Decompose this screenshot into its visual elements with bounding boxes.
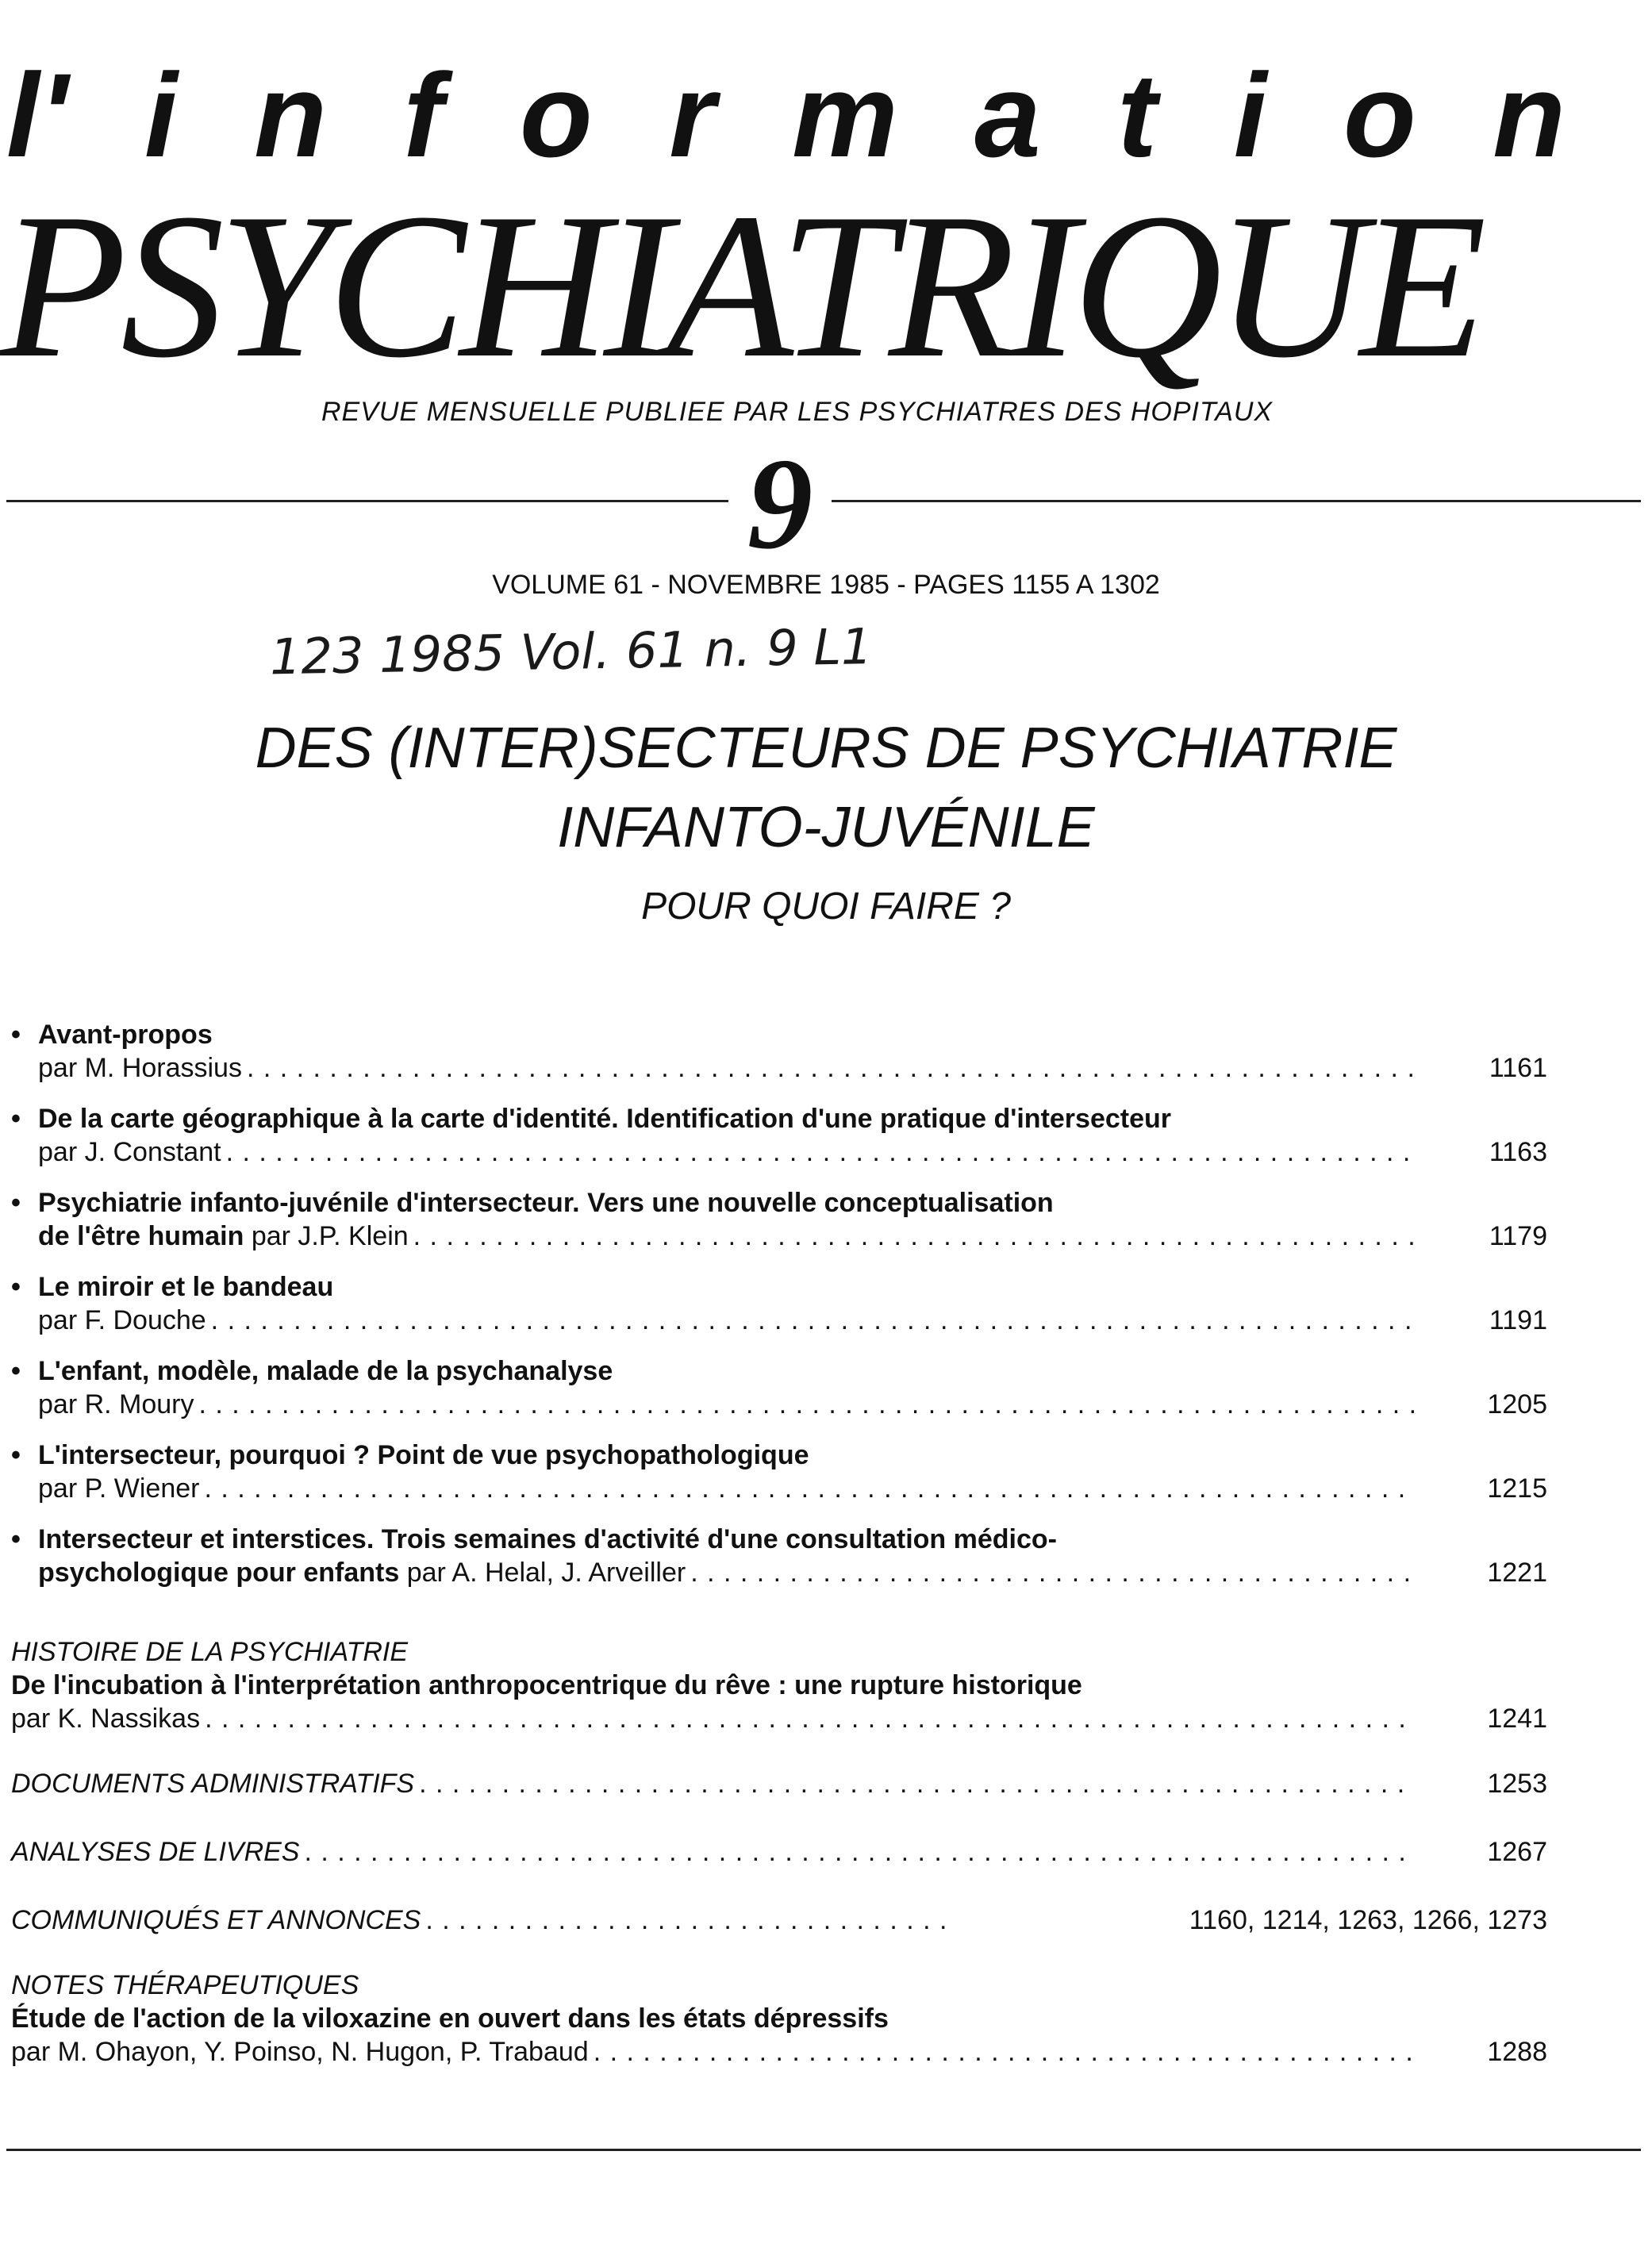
toc-entry-authors: par F. Douche bbox=[38, 1305, 206, 1335]
masthead-letter: m bbox=[792, 48, 898, 182]
toc-entry-page: 1215 bbox=[1487, 1473, 1547, 1504]
toc-entry-authors: par A. Helal, J. Arveiller bbox=[406, 1558, 686, 1588]
section-article-authors: par K. Nassikas bbox=[11, 1704, 201, 1734]
leader-dots bbox=[211, 1304, 1416, 1337]
toc-entry-title: Intersecteur et interstices. Trois semaines d'activité d'une consultation médico- bbox=[38, 1524, 1057, 1554]
section-documents bbox=[11, 1767, 1547, 1800]
section-heading: DOCUMENTS ADMINISTRATIFS bbox=[11, 1769, 415, 1799]
toc-entry bbox=[11, 1270, 1547, 1337]
section-communiques bbox=[11, 1903, 1547, 1937]
masthead-letter: l' bbox=[6, 48, 68, 182]
volume-line: VOLUME 61 - NOVEMBRE 1985 - PAGES 1155 A 1302 bbox=[492, 570, 1160, 600]
toc-entry-authors: par P. Wiener bbox=[38, 1473, 200, 1504]
masthead-letter: i bbox=[144, 48, 178, 182]
handwritten-note: 123 1985 Vol. 61 n. 9 L1 bbox=[269, 617, 873, 686]
leader-dots bbox=[304, 1835, 1416, 1869]
section-histoire bbox=[11, 1635, 1547, 1735]
leader-dots bbox=[247, 1051, 1416, 1085]
toc-entry-page: 1205 bbox=[1487, 1389, 1547, 1419]
toc-entry-page: 1179 bbox=[1489, 1221, 1547, 1251]
bullet-icon: • bbox=[11, 1104, 21, 1134]
toc-entry-title: De la carte géographique à la carte d'identité. Identification d'une pratique d'intersecteur bbox=[38, 1104, 1171, 1134]
toc-entry bbox=[11, 1018, 1547, 1085]
toc-entry-title: Psychiatrie infanto-juvénile d'intersecteur. Vers une nouvelle conceptualisation bbox=[38, 1188, 1054, 1218]
bottom-rule bbox=[6, 2149, 1641, 2151]
journal-subtitle: REVUE MENSUELLE PUBLIEE PAR LES PSYCHIATRES DES HOPITAUX bbox=[321, 397, 1274, 427]
section-article-title: Étude de l'action de la viloxazine en ouvert dans les états dépressifs bbox=[11, 2003, 889, 2034]
toc-entry-authors: par R. Moury bbox=[38, 1389, 194, 1419]
table-of-contents bbox=[11, 1018, 1547, 2069]
issue-number: 9 bbox=[728, 444, 832, 555]
masthead-letter: o bbox=[1343, 48, 1416, 182]
leader-dots bbox=[226, 1135, 1416, 1169]
toc-entry-page: 1221 bbox=[1487, 1558, 1547, 1588]
toc-entry-authors: par J. Constant bbox=[38, 1137, 221, 1167]
section-article-title: De l'incubation à l'interprétation anthropocentrique du rêve : une rupture historique bbox=[11, 1670, 1082, 1700]
bullet-icon: • bbox=[11, 1356, 21, 1386]
toc-entry-authors: par M. Horassius bbox=[38, 1053, 242, 1083]
bullet-icon: • bbox=[11, 1524, 21, 1554]
journal-title: PSYCHIATRIQUE bbox=[0, 171, 1481, 401]
leader-dots bbox=[690, 1556, 1416, 1589]
masthead-letter: o bbox=[520, 48, 593, 182]
toc-entry bbox=[11, 1354, 1547, 1421]
leader-dots bbox=[419, 1767, 1416, 1800]
leader-dots bbox=[425, 1903, 949, 1937]
toc-entry-page: 1191 bbox=[1489, 1305, 1547, 1335]
section-pages: 1160, 1214, 1263, 1266, 1273 bbox=[1189, 1905, 1547, 1935]
theme-title-line2: INFANTO-JUVÉNILE bbox=[557, 796, 1095, 859]
section-heading: NOTES THÉRAPEUTIQUES bbox=[11, 1970, 359, 2000]
section-analyses bbox=[11, 1835, 1547, 1869]
toc-entry-title: Avant-propos bbox=[38, 1020, 213, 1050]
section-heading: ANALYSES DE LIVRES bbox=[11, 1837, 300, 1867]
toc-entry-title-cont: psychologique pour enfants bbox=[38, 1558, 400, 1588]
toc-entry bbox=[11, 1439, 1547, 1505]
section-heading: COMMUNIQUÉS ET ANNONCES bbox=[11, 1905, 421, 1935]
section-heading: HISTOIRE DE LA PSYCHIATRIE bbox=[11, 1637, 409, 1667]
section-page: 1288 bbox=[1487, 2037, 1547, 2067]
masthead-letter: n bbox=[254, 48, 327, 182]
masthead-letter: f bbox=[403, 48, 444, 182]
leader-dots bbox=[594, 2035, 1416, 2069]
theme-subtitle: POUR QUOI FAIRE ? bbox=[641, 885, 1011, 928]
toc-entry-authors: par J.P. Klein bbox=[251, 1221, 409, 1251]
toc-entry-page: 1163 bbox=[1489, 1137, 1547, 1167]
masthead-letter: r bbox=[669, 48, 716, 182]
toc-entry bbox=[11, 1102, 1547, 1169]
masthead-top-line bbox=[6, 48, 1566, 182]
leader-dots bbox=[413, 1220, 1416, 1253]
theme-title-line1: DES (INTER)SECTEURS DE PSYCHIATRIE bbox=[255, 716, 1397, 780]
toc-entry-title: Le miroir et le bandeau bbox=[38, 1272, 334, 1302]
toc-entry-title-cont: de l'être humain bbox=[38, 1221, 244, 1251]
toc-entry-title: L'enfant, modèle, malade de la psychanalyse bbox=[38, 1356, 613, 1386]
toc-entry-title: L'intersecteur, pourquoi ? Point de vue psychopathologique bbox=[38, 1440, 809, 1470]
bullet-icon: • bbox=[11, 1188, 21, 1218]
section-article-authors: par M. Ohayon, Y. Poinso, N. Hugon, P. Trabaud bbox=[11, 2037, 589, 2067]
leader-dots bbox=[205, 1702, 1416, 1735]
section-page: 1253 bbox=[1487, 1769, 1547, 1799]
toc-entry bbox=[11, 1523, 1547, 1589]
bullet-icon: • bbox=[11, 1272, 21, 1302]
section-page: 1241 bbox=[1487, 1704, 1547, 1734]
toc-entry-page: 1161 bbox=[1489, 1053, 1547, 1083]
section-page: 1267 bbox=[1487, 1837, 1547, 1867]
bullet-icon: • bbox=[11, 1440, 21, 1470]
leader-dots bbox=[204, 1472, 1416, 1505]
toc-entry bbox=[11, 1186, 1547, 1253]
masthead-letter: i bbox=[1233, 48, 1267, 182]
masthead-letter: t bbox=[1117, 48, 1158, 182]
masthead-letter: n bbox=[1493, 48, 1566, 182]
bullet-icon: • bbox=[11, 1020, 21, 1050]
leader-dots bbox=[199, 1388, 1416, 1421]
section-notes bbox=[11, 1969, 1547, 2069]
masthead-letter: a bbox=[974, 48, 1041, 182]
